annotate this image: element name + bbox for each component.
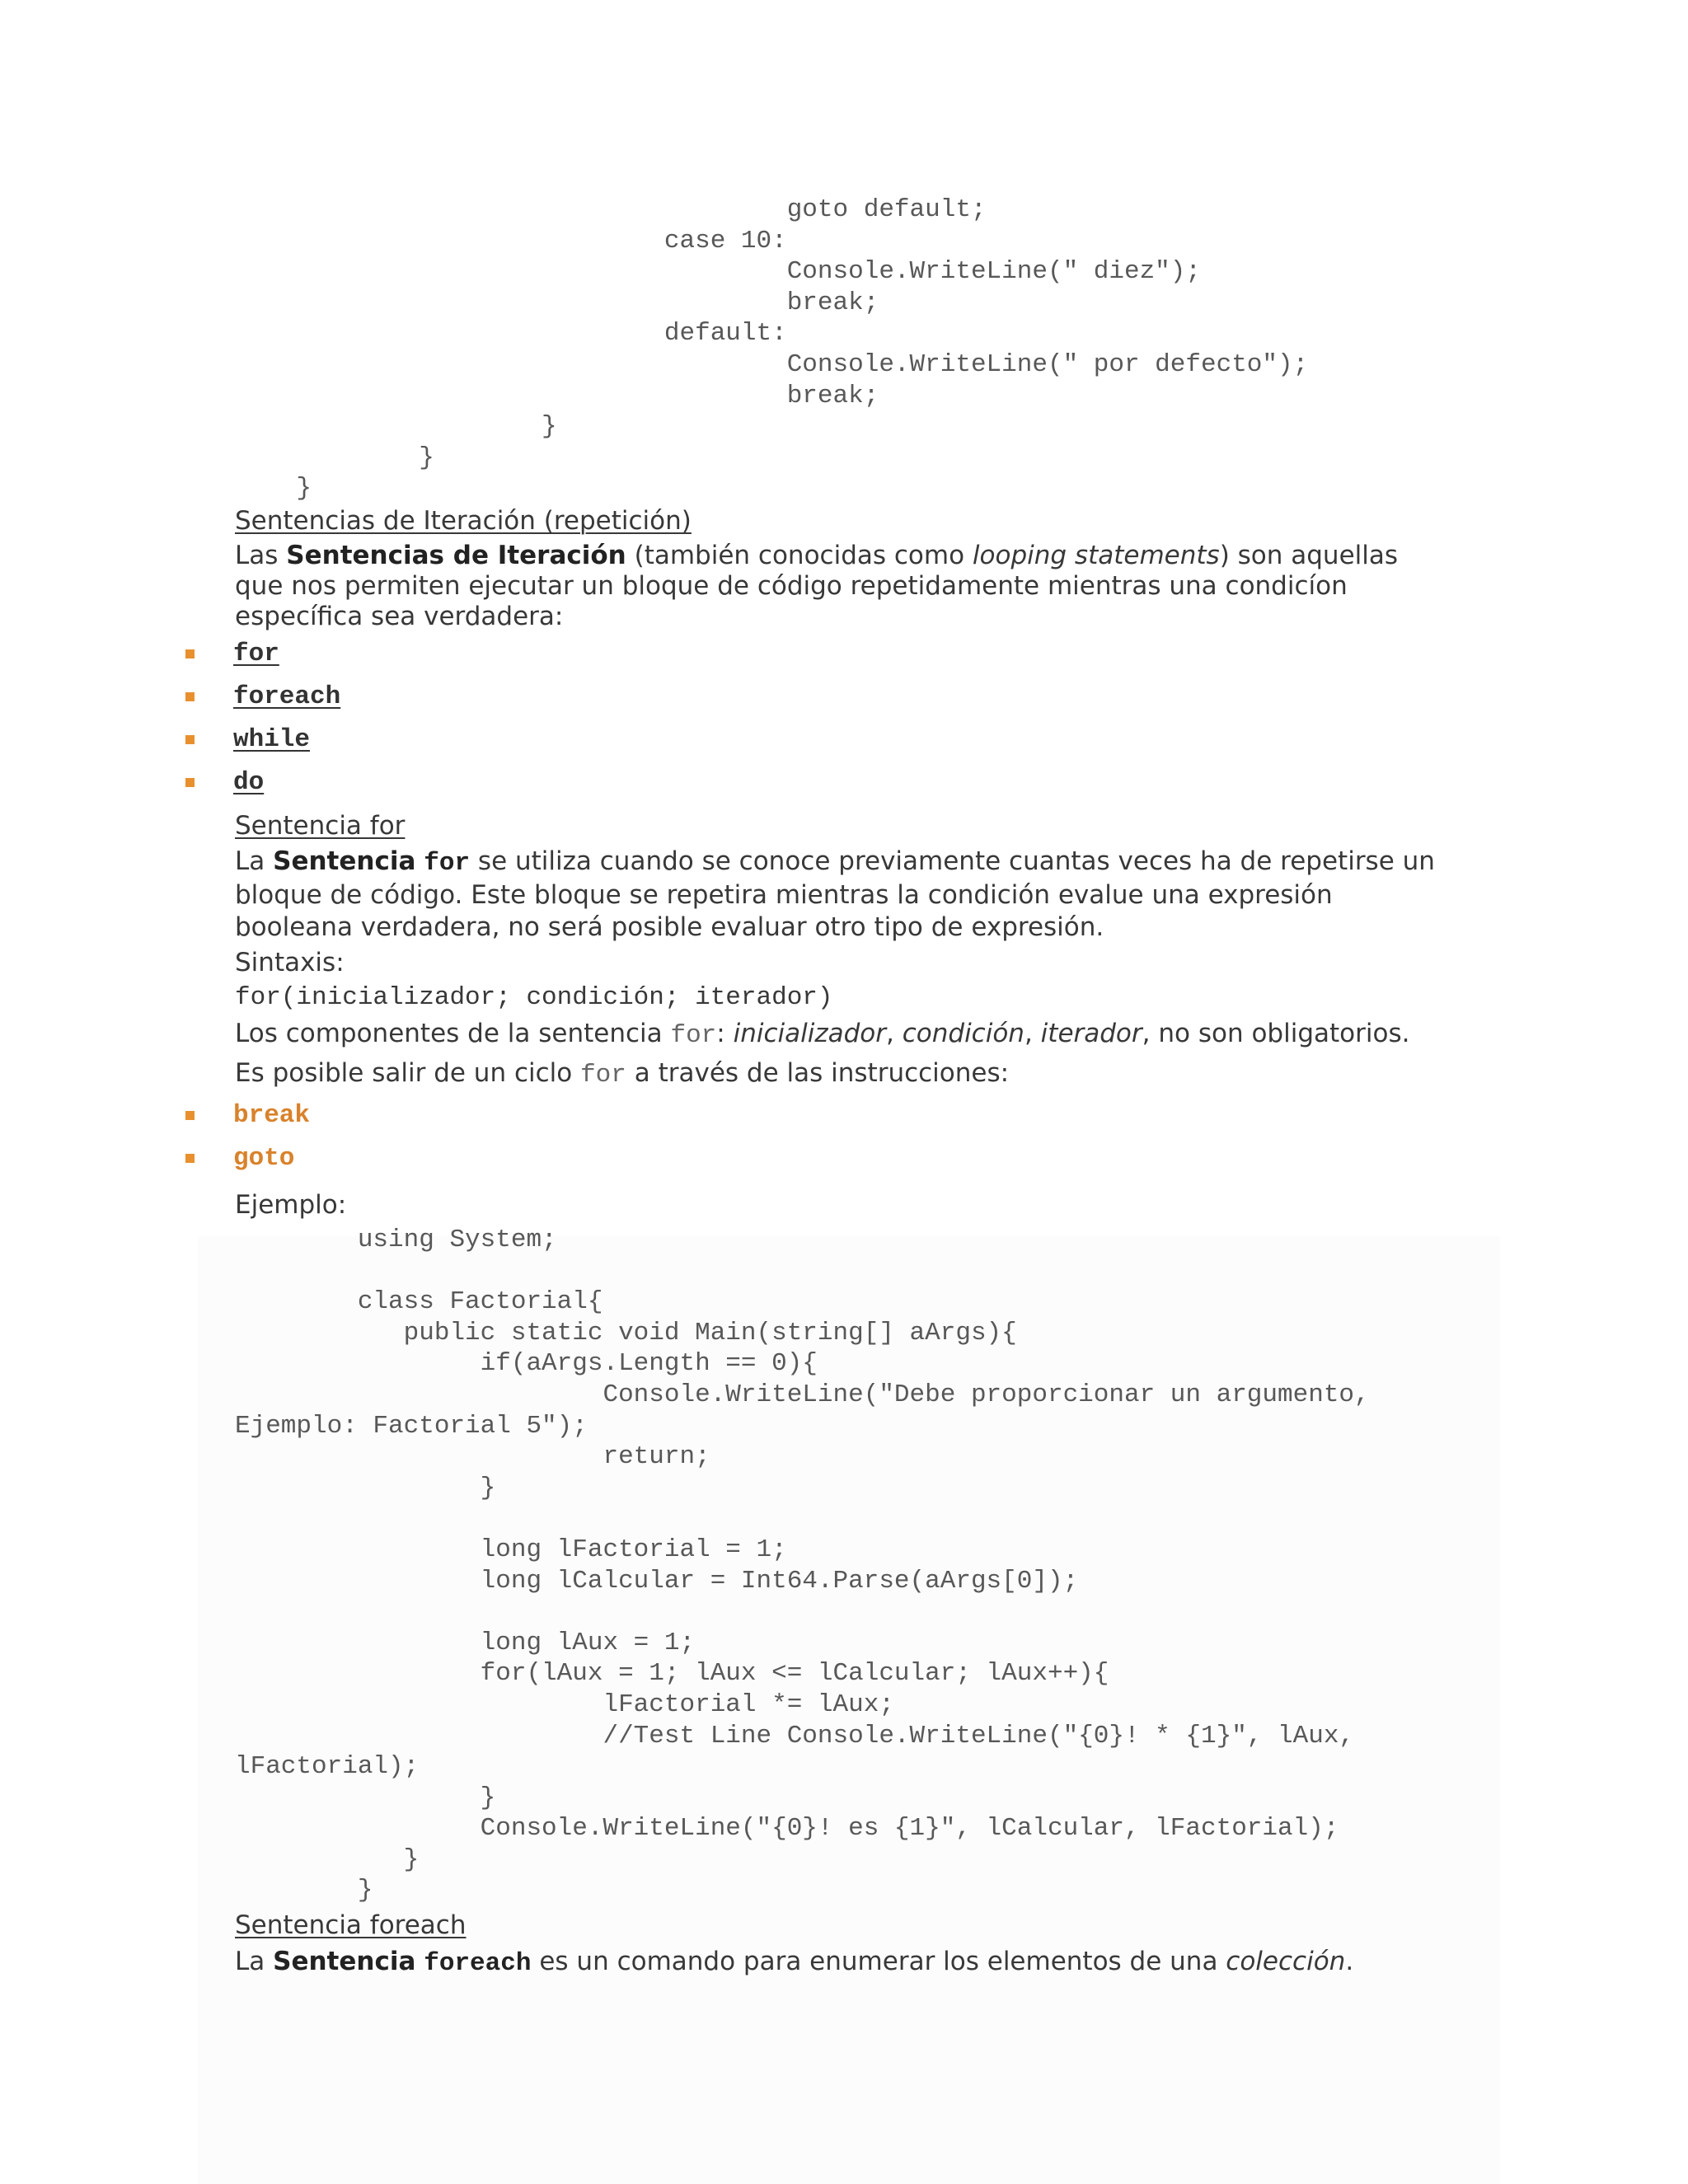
code-block-switch-end: goto default; case 10: Console.WriteLine(" diez"); break; default: Console.WriteLine(" por defecto"); break; } } }: [235, 195, 1309, 504]
code-block-factorial: using System; class Factorial{ public static void Main(string[] aArgs){ if(aArgs.Length == 0){ Console.WriteLine("Debe proporcionar un argumento, Ejemplo: Factorial 5"); return; } long lFactorial = 1; long lCalcular = Int64.Parse(aArgs[0]); long lAux = 1; for(lAux = 1; lAux <= lCalcular; lAux++){ lFactorial *= lAux; //Test Line Console.WriteLine("{0}! * {1}", lAux, lFactorial); } Console.WriteLine("{0}! es {1}", lCalcular, lFactorial); } }: [235, 1226, 1370, 1905]
link-do[interactable]: do: [233, 768, 265, 797]
bullet-icon: [185, 649, 195, 658]
link-foreach[interactable]: foreach: [233, 682, 341, 711]
link-for[interactable]: for: [233, 640, 279, 668]
paragraph-iteration-intro: Las Sentencias de Iteración (también conocidas como looping statements) son aquellas que nos permiten ejecutar un bloque de código repetidamente mientras una condicíon específica sea verdadera:: [235, 541, 1399, 631]
label-syntax: Sintaxis:: [235, 948, 345, 977]
paragraph-foreach-description: La Sentencia foreach es un comando para enumerar los elementos de una colección.: [235, 1947, 1354, 1978]
bullet-icon: [185, 1154, 195, 1163]
bullet-icon: [185, 692, 195, 701]
bullet-icon: [185, 1111, 195, 1120]
label-example: Ejemplo:: [235, 1190, 347, 1220]
keyword-goto: goto: [233, 1144, 295, 1173]
paragraph-for-description: La Sentencia for se utiliza cuando se conoce previamente cuantas veces ha de repetirse un bloque de código. Este bloque se repetira mientras la condición evalue una expresión booleana verdadera, no será posible evaluar otro tipo de expresión.: [235, 846, 1435, 942]
code-syntax: for(inicializador; condición; iterador): [235, 983, 833, 1012]
paragraph-for-exit: Es posible salir de un ciclo for a través de las instrucciones:: [235, 1058, 1010, 1090]
link-while[interactable]: while: [233, 725, 311, 754]
keyword-break: break: [233, 1101, 311, 1130]
bullet-icon: [185, 735, 195, 744]
bullet-icon: [185, 778, 195, 787]
heading-for: Sentencia for: [235, 811, 406, 841]
heading-iteration: Sentencias de Iteración (repetición): [235, 506, 692, 536]
paragraph-for-components: Los componentes de la sentencia for: inicializador, condición, iterador, no son obligatorios.: [235, 1019, 1410, 1050]
heading-foreach: Sentencia foreach: [235, 1910, 467, 1940]
